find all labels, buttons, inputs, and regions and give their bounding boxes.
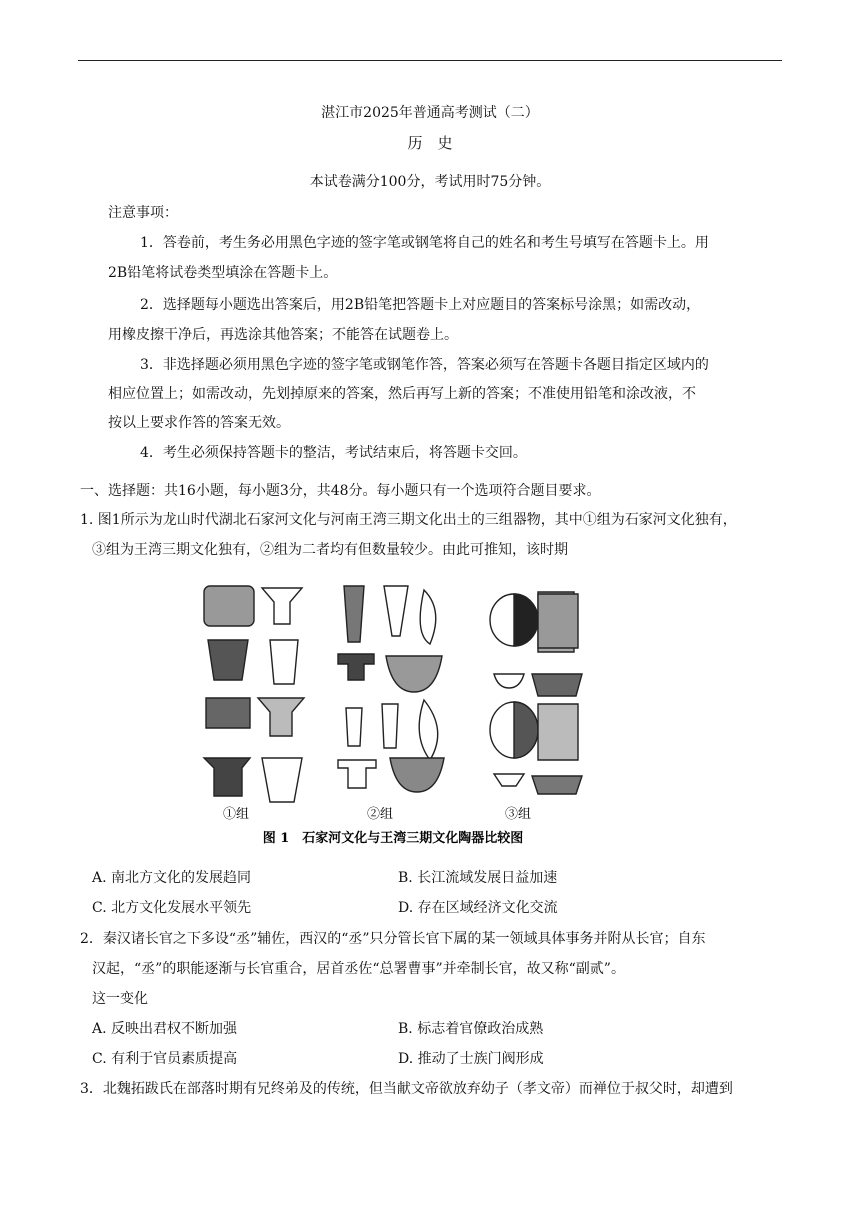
top-rule (78, 60, 782, 61)
figure-group1-label: ①组 (222, 807, 250, 822)
note-4: 4．考生必须保持答题卡的整洁，考试结束后，将答题卡交回。 (140, 445, 527, 461)
group1-vessels (204, 586, 304, 802)
q1-stem-line2: ③组为王湾三期文化独有，②组为二者均有但数量较少。由此可推知，该时期 (92, 542, 568, 558)
q2-stem-line1: 2．秦汉诸长官之下多设“丞”辅佐，西汉的“丞”只分管长官下属的某一领域具体事务并附从长官；自东 (80, 931, 706, 947)
q3-stem-line1: 3．北魏拓跋氏在部落时期有兄终弟及的传统，但当献文帝欲放弃幼子（孝文帝）而禅位于叔父时，却遭到 (80, 1081, 733, 1097)
figure-group2-label: ②组 (366, 807, 394, 822)
q2-option-c[interactable]: C. 有利于官员素质提高 (92, 1051, 238, 1067)
note-2-line2: 用橡皮擦干净后，再选涂其他答案；不能答在试题卷上。 (108, 327, 458, 343)
exam-meta: 本试卷满分100分，考试用时75分钟。 (309, 174, 551, 190)
figure-group3-label: ③组 (504, 807, 532, 822)
note-3-line1: 3．非选择题必须用黑色字迹的签字笔或钢笔作答，答案必须写在答题卡各题目指定区域内的 (140, 357, 709, 373)
q1-option-c[interactable]: C. 北方文化发展水平领先 (92, 900, 252, 916)
figure-caption: 图 1 石家河文化与王湾三期文化陶器比较图 (262, 831, 524, 846)
q2-stem-line3: 这一变化 (92, 991, 148, 1007)
q2-stem-line2: 汉起，“丞”的职能逐渐与长官重合，居首丞佐“总署曹事”并牵制长官，故又称“副贰”。 (92, 961, 625, 977)
q1-option-a[interactable]: A. 南北方文化的发展趋同 (92, 870, 252, 886)
note-3-line2: 相应位置上；如需改动，先划掉原来的答案，然后再写上新的答案；不准使用铅笔和涂改液，不 (108, 386, 696, 402)
note-3-line3: 按以上要求作答的答案无效。 (108, 415, 290, 431)
q2-option-a[interactable]: A. 反映出君权不断加强 (92, 1021, 238, 1037)
note-1-line2: 2B铅笔将试卷类型填涂在答题卡上。 (108, 265, 338, 281)
q1-option-b[interactable]: B. 长江流域发展日益加速 (398, 870, 558, 886)
pottery-comparison-figure (198, 580, 588, 850)
notes-heading: 注意事项： (108, 205, 178, 221)
q1-stem-line1: 1. 图1所示为龙山时代湖北石家河文化与河南王湾三期文化出土的三组器物，其中①组为石家河文化独有， (80, 512, 737, 528)
note-1-line1: 1．答卷前，考生务必用黑色字迹的签字笔或钢笔将自己的姓名和考生号填写在答题卡上。用 (140, 235, 709, 251)
exam-title: 湛江市2025年普通高考测试（二） (321, 105, 539, 121)
exam-subject: 历 史 (407, 134, 453, 152)
note-2-line1: 2．选择题每小题选出答案后，用2B铅笔把答题卡上对应题目的答案标号涂黑；如需改动， (140, 297, 701, 313)
q2-option-d[interactable]: D. 推动了士族门阀形成 (398, 1051, 544, 1067)
group2-vessels (338, 586, 444, 792)
group3-vessels (490, 592, 582, 794)
q1-option-d[interactable]: D. 存在区域经济文化交流 (398, 900, 558, 916)
q2-option-b[interactable]: B. 标志着官僚政治成熟 (398, 1021, 544, 1037)
section-heading: 一、选择题：共16小题，每小题3分，共48分。每小题只有一个选项符合题目要求。 (80, 483, 601, 499)
